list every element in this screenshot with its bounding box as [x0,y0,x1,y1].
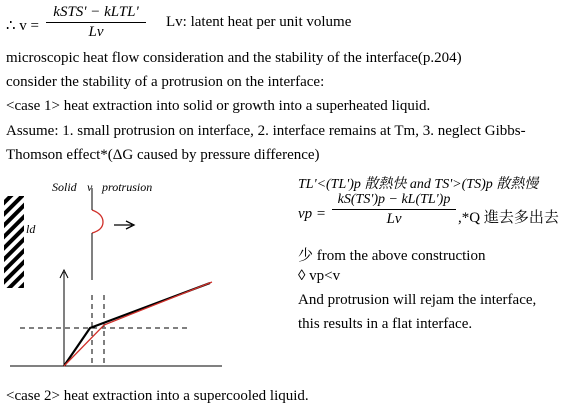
figure-svg [0,170,290,380]
equation-numerator: kSTS' − kLTL' [46,4,146,23]
right-line-5: And protrusion will rejam the interface, [298,292,537,308]
label-solid: Solid [52,180,77,194]
protrusion-figure [0,170,290,380]
footer-line: <case 2> heat extraction into a supercooled liquid. [6,388,309,404]
vp-denominator: Lv [386,211,402,227]
right-line-6: this results in a flat interface. [298,316,473,332]
vp-tail: ,*Q 進去多出去 [458,210,559,226]
vp-fraction [332,192,456,228]
vp-numerator: kS(TS')p − kL(TL')p [332,192,456,210]
text-line-4: Assume: 1. small protrusion on interface, 2. interface remains at Tm, 3. neglect Gibbs- [6,123,526,139]
label-ld: ld [26,222,36,236]
equation-denominator: Lv [88,24,104,40]
equation-fraction [46,4,146,41]
text-line-3: <case 1> heat extraction into solid or growth into a superheated liquid. [6,98,431,114]
label-v: v [87,180,93,194]
hatched-solid [4,196,24,288]
text-line-1: microscopic heat flow consideration and the stability of the interface(p.204) [6,50,462,66]
equation-note: Lv: latent heat per unit volume [166,14,352,30]
right-line-3: 少 from the above construction [298,248,486,264]
equation-lhs: ∴ v = [6,18,40,34]
vp-equation [298,192,568,238]
black-profile [64,283,210,366]
label-protrusion: protrusion [102,180,153,194]
top-equation [6,4,352,48]
red-profile [64,282,212,366]
text-line-5: Thomson effect*(ΔG caused by pressure difference) [6,147,320,163]
vp-lhs: vp = [298,206,327,222]
text-line-2: consider the stability of a protrusion on the interface: [6,74,325,90]
right-line-4: ◊ vp<v [298,268,341,284]
protrusion-shape [92,210,103,233]
right-line-1: TL'<(TL')p 散熱快 and TS'>(TS)p 散熱慢 [298,177,539,192]
